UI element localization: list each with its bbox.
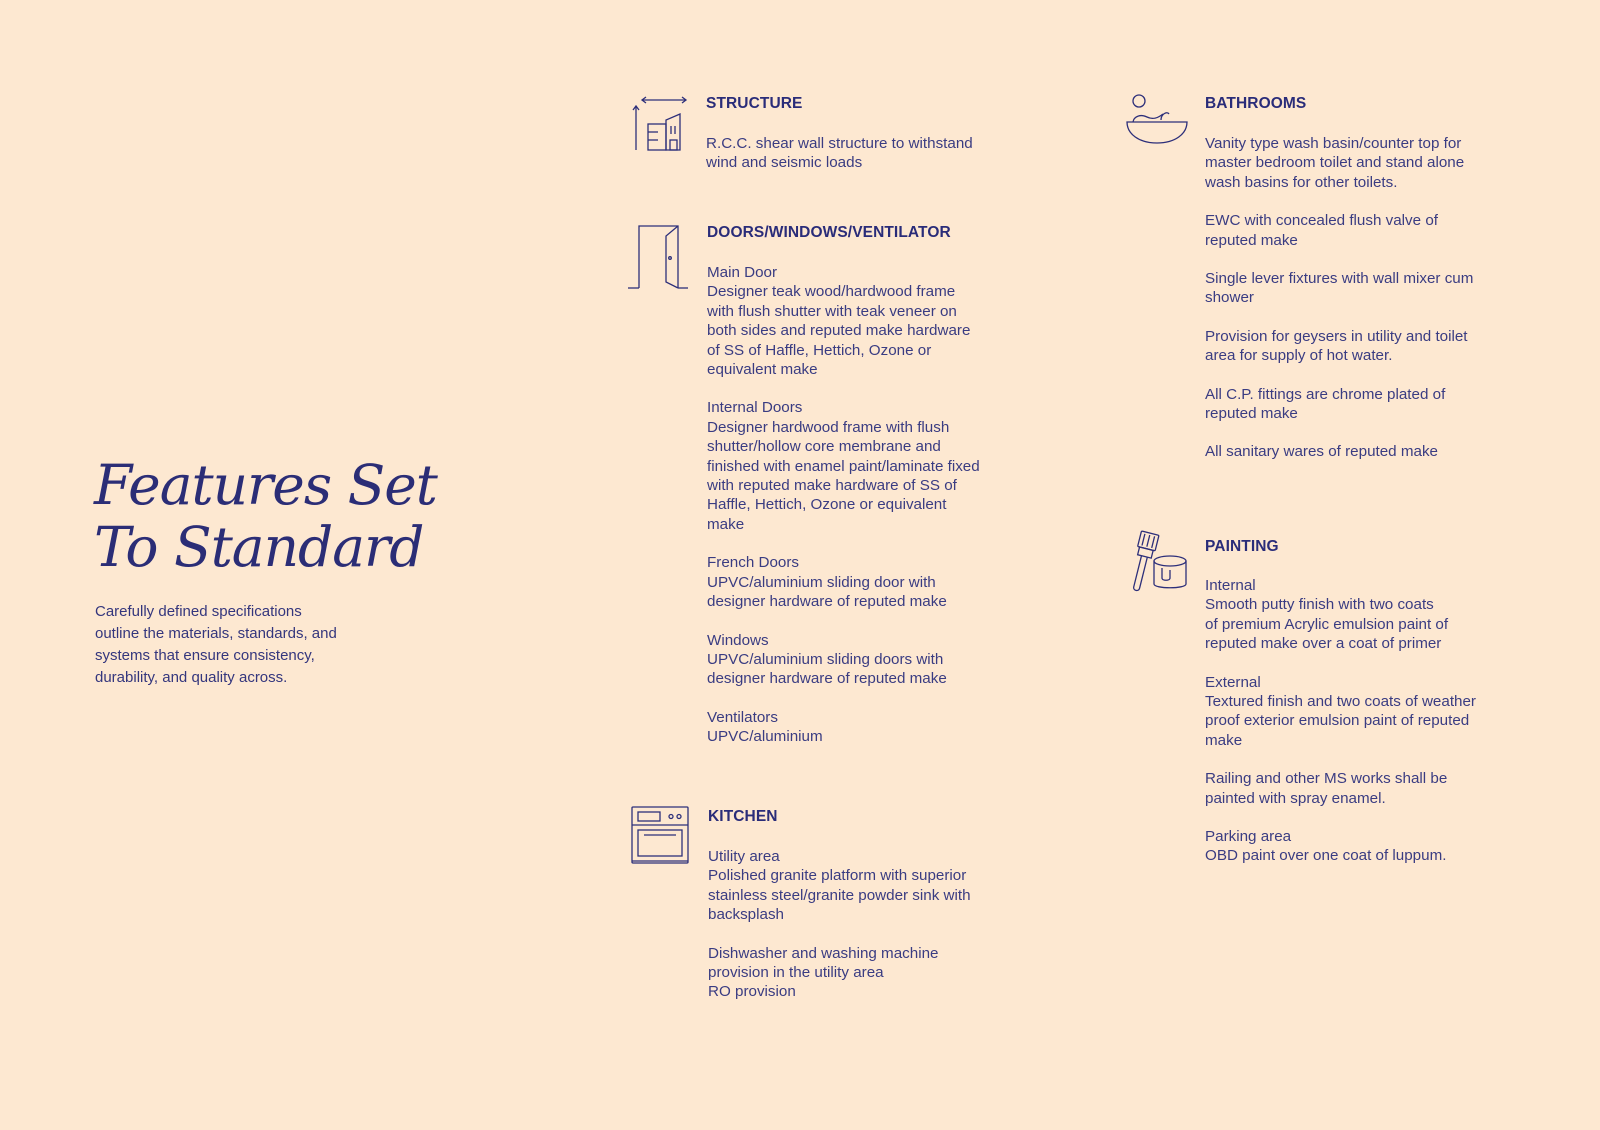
text-line: Ventilators — [707, 708, 778, 726]
text-line: Dishwasher and washing machine — [708, 944, 939, 962]
bathrooms-paragraph — [1205, 134, 1473, 192]
text-line: shutter/hollow core membrane and — [707, 438, 941, 456]
title-line-1: Features Set — [94, 453, 437, 517]
structure-paragraph — [706, 134, 973, 173]
text-line: OBD paint over one coat of luppum. — [1205, 847, 1447, 865]
text-line: of SS of Haffle, Hettich, Ozone or — [707, 341, 932, 359]
structure-body — [706, 134, 973, 192]
bathrooms-paragraph — [1205, 269, 1473, 308]
text-line: master bedroom toilet and stand alone — [1205, 154, 1465, 172]
bathrooms-paragraph — [1205, 442, 1473, 461]
text-line: reputed make — [1205, 231, 1298, 249]
painting-paragraph — [1205, 769, 1476, 808]
text-line: External — [1205, 673, 1261, 691]
intro-line: outline the materials, standards, and — [95, 625, 337, 642]
text-line: of premium Acrylic emulsion paint of — [1205, 615, 1449, 633]
text-line: French Doors — [707, 554, 800, 572]
doors-paragraph — [707, 263, 980, 379]
text-line: Single lever fixtures with wall mixer cum — [1205, 270, 1474, 288]
painting-paragraph — [1205, 827, 1476, 866]
paint-brush-bucket-icon — [1126, 530, 1190, 596]
text-line: make — [707, 515, 745, 533]
intro-line: Carefully defined specifications — [95, 603, 302, 620]
text-line: designer hardware of reputed make — [707, 670, 947, 688]
text-line: R.C.C. shear wall structure to withstand — [706, 135, 973, 152]
intro-line: systems that ensure consistency, — [95, 647, 315, 664]
text-line: RO provision — [708, 983, 796, 1001]
text-line: reputed make — [1205, 405, 1298, 423]
doors-heading: DOORS/WINDOWS/VENTILATOR — [707, 224, 951, 241]
painting-paragraph — [1205, 576, 1476, 654]
text-line: finished with enamel paint/laminate fixed — [707, 457, 980, 475]
painting-body — [1205, 576, 1476, 885]
text-line: Haffle, Hettich, Ozone or equivalent — [707, 496, 947, 514]
text-line: make — [1205, 731, 1243, 749]
door-icon — [628, 222, 692, 292]
text-line: Textured finish and two coats of weather — [1205, 693, 1476, 711]
text-line: Parking area — [1205, 828, 1292, 846]
bathrooms-paragraph — [1205, 385, 1473, 424]
doors-paragraph — [707, 398, 980, 534]
oven-icon — [630, 805, 692, 867]
building-height-icon — [628, 92, 692, 156]
text-line: Vanity type wash basin/counter top for — [1205, 135, 1462, 152]
text-line: UPVC/aluminium sliding door with — [707, 573, 936, 591]
text-line: area for supply of hot water. — [1205, 347, 1393, 365]
text-line: Smooth putty finish with two coats — [1205, 596, 1434, 614]
text-line: All sanitary wares of reputed make — [1205, 443, 1438, 461]
text-line: Internal — [1205, 577, 1256, 594]
text-line: both sides and reputed make hardware — [707, 322, 971, 340]
text-line: EWC with concealed flush valve of — [1205, 212, 1438, 230]
text-line: UPVC/aluminium — [707, 728, 823, 746]
painting-heading: PAINTING — [1205, 538, 1279, 555]
text-line: provision in the utility area — [708, 964, 884, 982]
kitchen-heading: KITCHEN — [708, 808, 778, 825]
page-title — [94, 454, 437, 578]
kitchen-paragraph — [708, 847, 971, 925]
kitchen-body — [708, 847, 971, 1021]
kitchen-paragraph — [708, 944, 971, 1002]
text-line: Railing and other MS works shall be — [1205, 770, 1448, 788]
text-line: shower — [1205, 289, 1254, 307]
text-line: equivalent make — [707, 361, 818, 379]
text-line: with reputed make hardware of SS of — [707, 477, 957, 495]
text-line: Internal Doors — [707, 399, 803, 417]
doors-paragraph — [707, 553, 980, 611]
text-line: painted with spray enamel. — [1205, 789, 1386, 807]
intro-text — [95, 601, 375, 689]
text-line: backsplash — [708, 906, 784, 924]
text-line: Provision for geysers in utility and toilet — [1205, 327, 1468, 345]
structure-heading: STRUCTURE — [706, 95, 803, 112]
doors-body — [707, 263, 980, 766]
text-line: reputed make over a coat of primer — [1205, 635, 1442, 653]
bathrooms-paragraph — [1205, 211, 1473, 250]
painting-paragraph — [1205, 673, 1476, 751]
text-line: Utility area — [708, 848, 780, 865]
text-line: wash basins for other toilets. — [1205, 173, 1398, 191]
text-line: All C.P. fittings are chrome plated of — [1205, 385, 1446, 403]
text-line: stainless steel/granite powder sink with — [708, 886, 971, 904]
bathrooms-heading: BATHROOMS — [1205, 95, 1307, 112]
wash-basin-icon — [1125, 92, 1189, 148]
bathrooms-paragraph — [1205, 327, 1473, 366]
text-line: designer hardware of reputed make — [707, 593, 947, 611]
text-line: Designer teak wood/hardwood frame — [707, 283, 956, 301]
text-line: Windows — [707, 631, 769, 649]
text-line: proof exterior emulsion paint of reputed — [1205, 712, 1470, 730]
text-line: Main Door — [707, 264, 778, 281]
intro-line: durability, and quality across. — [95, 669, 288, 686]
doors-paragraph — [707, 708, 980, 747]
text-line: Designer hardwood frame with flush — [707, 418, 950, 436]
bathrooms-body — [1205, 134, 1473, 481]
doors-paragraph — [707, 631, 980, 689]
text-line: UPVC/aluminium sliding doors with — [707, 650, 944, 668]
text-line: with flush shutter with teak veneer on — [707, 302, 957, 320]
title-line-2: To Standard — [94, 515, 424, 579]
text-line: Polished granite platform with superior — [708, 867, 967, 885]
text-line: wind and seismic loads — [706, 154, 863, 172]
